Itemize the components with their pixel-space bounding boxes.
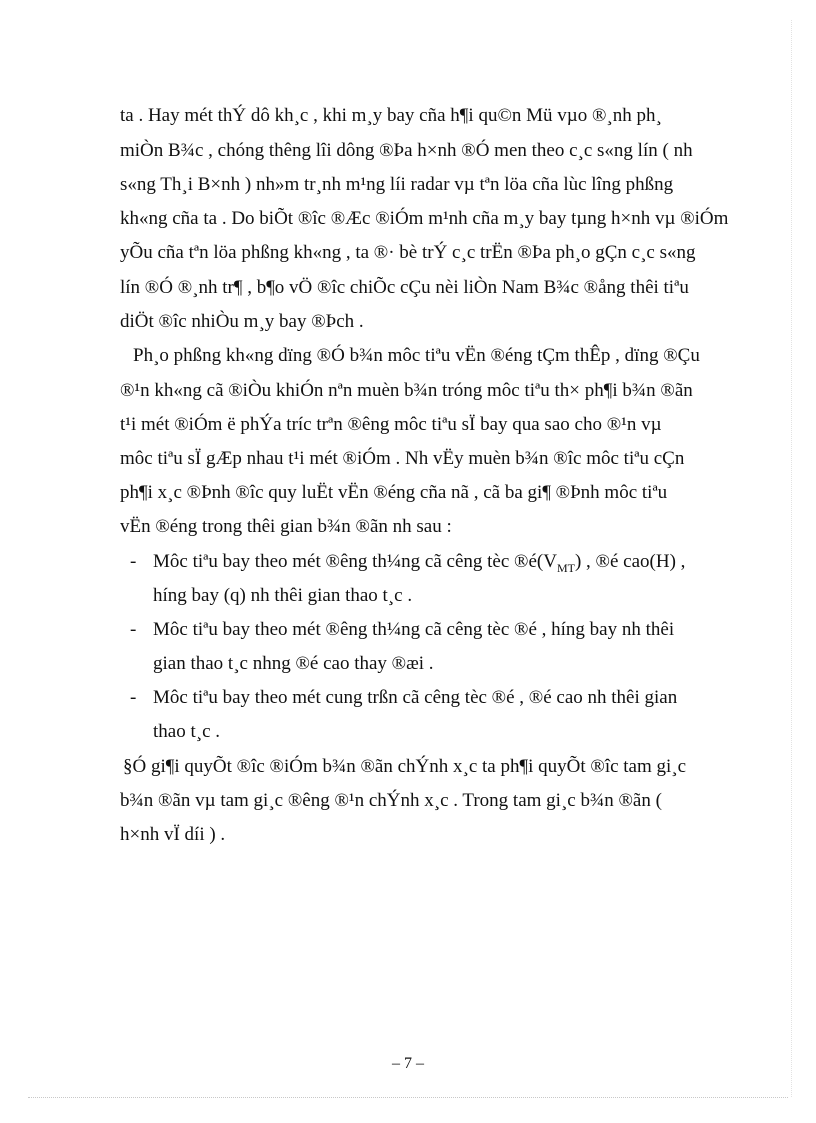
body-line: ta . Hay mét thÝ dô kh¸c , khi m¸y bay cña h¶i qu©n Mü vµo ®¸nh ph¸ [120, 105, 662, 126]
velocity-subscript: MT [556, 560, 575, 575]
body-line: môc tiªu sÏ gÆp nhau t¹i mét ®iÓm . Nh vËy muèn b¾n ®îc môc tiªu cÇn [120, 448, 685, 469]
page-number: – 7 – [392, 1055, 424, 1072]
bullet-text-end: ) , ®é cao(H) , [574, 551, 686, 572]
body-line: Ph¸o phßng kh«ng dïng ®Ó b¾n môc tiªu vËn ®éng tÇm thÊp , dïng ®Çu [133, 345, 700, 366]
bullet-text-start: Môc tiªu bay theo mét ®êng th¼ng cã cêng tèc ®é(V [153, 551, 557, 572]
body-line: lín ®Ó ®¸nh tr¶ , b¶o vÖ ®îc chiÕc cÇu nèi liÒn Nam B¾c ®ång thêi tiªu [120, 277, 689, 298]
body-line: ph¶i x¸c ®Þnh ®îc quy luËt vËn ®éng cña nã , cã ba gi¶ ®Þnh môc tiªu [120, 482, 668, 503]
bullet-line: Môc tiªu bay theo mét ®êng th¼ng cã cêng tèc ®é , híng bay nh thêi [153, 619, 675, 640]
body-line: miÒn B¾c , chóng thêng lîi dông ®Þa h×nh ®Ó men theo c¸c s«ng lín ( nh [120, 140, 693, 161]
body-line: vËn ®éng trong thêi gian b¾n ®ãn nh sau : [120, 516, 452, 537]
bullet-dash: - [130, 551, 137, 572]
body-line: kh«ng cña ta . Do biÕt ®îc ®Æc ®iÓm m¹nh cña m¸y bay tµng h×nh vµ ®iÓm [120, 208, 729, 229]
bullet-line: gian thao t¸c nhng ®é cao thay ®æi . [153, 653, 434, 674]
bullet-line: Môc tiªu bay theo mét cung trßn cã cêng tèc ®é , ®é cao nh thêi gian [153, 687, 678, 708]
body-line: s«ng Th¸i B×nh ) nh»m tr¸nh m¹ng líi radar vµ tªn löa cña lùc lîng phßng [120, 174, 674, 195]
body-line: b¾n ®ãn vµ tam gi¸c ®êng ®¹n chÝnh x¸c . Trong tam gi¸c b¾n ®ãn ( [120, 790, 662, 811]
page-border-right [791, 20, 792, 1097]
bullet-dash: - [130, 619, 137, 640]
body-line: t¹i mét ®iÓm ë phÝa tríc trªn ®êng môc tiªu sÏ bay qua sao cho ®¹n vµ [120, 414, 662, 435]
body-line: diÖt ®îc nhiÒu m¸y bay ®Þch . [120, 311, 364, 332]
bullet-line [153, 551, 685, 576]
page-border-bottom [28, 1097, 788, 1098]
body-line: yÕu cña tªn löa phßng kh«ng , ta ®· bè trÝ c¸c trËn ®Þa ph¸o gÇn c¸c s«ng [120, 242, 696, 263]
body-line: ®¹n kh«ng cã ®iÒu khiÓn nªn muèn b¾n tróng môc tiªu th× ph¶i b¾n ®ãn [120, 380, 693, 401]
bullet-line: thao t¸c . [153, 721, 221, 742]
body-line: h×nh vÏ díi ) . [120, 824, 226, 845]
bullet-line: híng bay (q) nh thêi gian thao t¸c . [153, 585, 413, 606]
body-line: §Ó gi¶i quyÕt ®îc ®iÓm b¾n ®ãn chÝnh x¸c ta ph¶i quyÕt ®îc tam gi¸c [123, 756, 687, 777]
bullet-dash: - [130, 687, 137, 708]
